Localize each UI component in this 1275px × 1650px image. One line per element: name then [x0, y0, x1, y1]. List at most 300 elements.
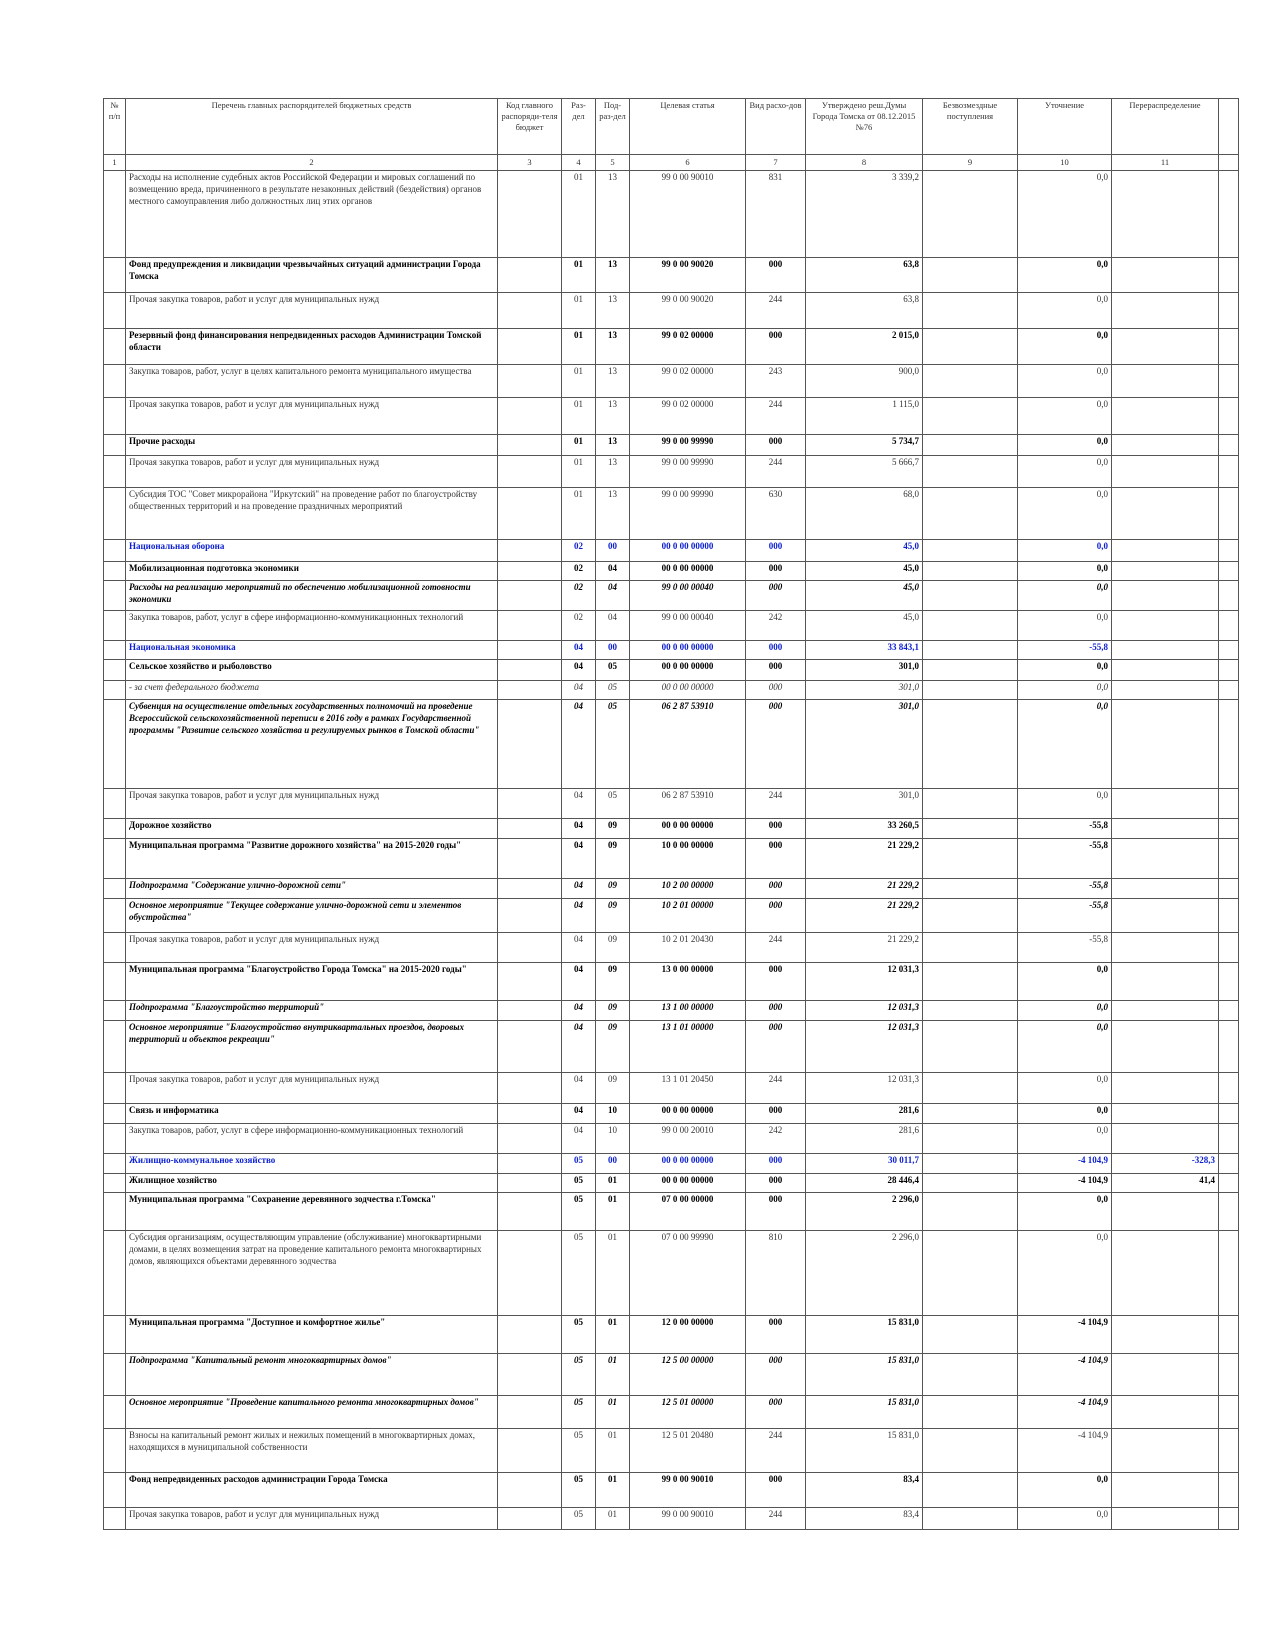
row-name: Подпрограмма "Капитальный ремонт многоквартирных домов": [126, 1354, 498, 1396]
row-target: 99 0 00 90010: [630, 1508, 746, 1530]
col-header-extra: [1219, 99, 1239, 155]
row-target: 99 0 00 99990: [630, 456, 746, 488]
row-extra: [1219, 1021, 1239, 1073]
row-number: [104, 1124, 126, 1154]
row-clarify: 0,0: [1018, 700, 1112, 789]
row-code: [498, 171, 562, 258]
row-clarify: 0,0: [1018, 258, 1112, 293]
row-extra: [1219, 435, 1239, 456]
row-free: [923, 1473, 1018, 1508]
row-approved: 28 446,4: [806, 1174, 923, 1193]
table-row: [104, 365, 1239, 398]
row-redistr: [1112, 1193, 1219, 1231]
row-approved: 15 831,0: [806, 1396, 923, 1429]
row-name: Расходы на исполнение судебных актов Российской Федерации и мировых соглашений по возмещению вреда, причиненного в результате незаконных действий (бездействия) органов местного самоуправления либо должностных лиц этих органов: [126, 171, 498, 258]
row-name: Прочая закупка товаров, работ и услуг для муниципальных нужд: [126, 398, 498, 435]
row-clarify: 0,0: [1018, 398, 1112, 435]
row-vid: 000: [746, 1396, 806, 1429]
row-clarify: 0,0: [1018, 660, 1112, 681]
col-header-razdel: Раз-дел: [562, 99, 596, 155]
row-vid: 244: [746, 1429, 806, 1473]
row-name: Подпрограмма "Содержание улично-дорожной сети": [126, 879, 498, 899]
row-razdel: 04: [562, 1104, 596, 1124]
table-row: [104, 488, 1239, 540]
row-podrazdel: 09: [596, 819, 630, 839]
row-target: 10 0 00 00000: [630, 839, 746, 879]
row-approved: 30 011,7: [806, 1154, 923, 1174]
row-target: 00 0 00 00000: [630, 562, 746, 581]
table-row: [104, 1396, 1239, 1429]
row-vid: 000: [746, 1193, 806, 1231]
row-extra: [1219, 1154, 1239, 1174]
row-extra: [1219, 1124, 1239, 1154]
row-free: [923, 839, 1018, 879]
row-number: [104, 488, 126, 540]
row-clarify: -4 104,9: [1018, 1154, 1112, 1174]
table-row: [104, 1473, 1239, 1508]
row-approved: 21 229,2: [806, 933, 923, 963]
col-number: 9: [923, 155, 1018, 171]
table-row: [104, 581, 1239, 611]
row-code: [498, 700, 562, 789]
row-approved: 281,6: [806, 1124, 923, 1154]
row-podrazdel: 01: [596, 1174, 630, 1193]
row-number: [104, 700, 126, 789]
row-free: [923, 1124, 1018, 1154]
table-row: [104, 899, 1239, 933]
row-approved: 15 831,0: [806, 1429, 923, 1473]
row-free: [923, 329, 1018, 365]
row-approved: 63,8: [806, 293, 923, 329]
row-extra: [1219, 329, 1239, 365]
row-razdel: 02: [562, 562, 596, 581]
row-razdel: 01: [562, 365, 596, 398]
row-clarify: 0,0: [1018, 365, 1112, 398]
row-name: Муниципальная программа "Развитие дорожного хозяйства" на 2015-2020 годы": [126, 839, 498, 879]
row-vid: 000: [746, 1021, 806, 1073]
row-redistr: [1112, 398, 1219, 435]
row-razdel: 04: [562, 660, 596, 681]
row-free: [923, 540, 1018, 562]
table-row: [104, 789, 1239, 819]
col-header-number: № п/п: [104, 99, 126, 155]
row-target: 12 5 01 00000: [630, 1396, 746, 1429]
row-redistr: [1112, 329, 1219, 365]
row-clarify: 0,0: [1018, 456, 1112, 488]
row-vid: 810: [746, 1231, 806, 1316]
table-row: [104, 819, 1239, 839]
row-approved: 301,0: [806, 660, 923, 681]
col-number: 10: [1018, 155, 1112, 171]
row-redistr: [1112, 581, 1219, 611]
row-clarify: -4 104,9: [1018, 1396, 1112, 1429]
row-free: [923, 1354, 1018, 1396]
row-extra: [1219, 365, 1239, 398]
row-extra: [1219, 1473, 1239, 1508]
table-row: [104, 1021, 1239, 1073]
row-clarify: 0,0: [1018, 963, 1112, 1001]
table-row: [104, 540, 1239, 562]
row-podrazdel: 04: [596, 611, 630, 641]
row-name: Дорожное хозяйство: [126, 819, 498, 839]
row-code: [498, 1429, 562, 1473]
row-free: [923, 681, 1018, 700]
row-redistr: [1112, 1001, 1219, 1021]
row-clarify: -55,8: [1018, 933, 1112, 963]
row-vid: 244: [746, 456, 806, 488]
row-extra: [1219, 562, 1239, 581]
row-extra: [1219, 1396, 1239, 1429]
row-redistr: [1112, 1231, 1219, 1316]
row-redistr: [1112, 1021, 1219, 1073]
table-row: [104, 293, 1239, 329]
row-name: Прочая закупка товаров, работ и услуг для муниципальных нужд: [126, 456, 498, 488]
row-clarify: -55,8: [1018, 641, 1112, 660]
row-number: [104, 329, 126, 365]
row-free: [923, 1073, 1018, 1104]
row-razdel: 05: [562, 1508, 596, 1530]
row-vid: 244: [746, 789, 806, 819]
row-vid: 000: [746, 435, 806, 456]
row-number: [104, 1154, 126, 1174]
row-redistr: [1112, 660, 1219, 681]
row-vid: 000: [746, 1104, 806, 1124]
row-approved: 2 296,0: [806, 1231, 923, 1316]
row-podrazdel: 09: [596, 1073, 630, 1104]
row-podrazdel: 01: [596, 1231, 630, 1316]
row-name: Взносы на капитальный ремонт жилых и нежилых помещений в многоквартирных домах, находящихся в муниципальной собственности: [126, 1429, 498, 1473]
row-redistr: [1112, 562, 1219, 581]
col-number: 5: [596, 155, 630, 171]
row-approved: 301,0: [806, 700, 923, 789]
row-target: 99 0 00 90010: [630, 1473, 746, 1508]
row-free: [923, 456, 1018, 488]
row-vid: 244: [746, 1508, 806, 1530]
row-vid: 000: [746, 562, 806, 581]
row-approved: 5 734,7: [806, 435, 923, 456]
row-vid: 243: [746, 365, 806, 398]
col-number: 1: [104, 155, 126, 171]
row-vid: 000: [746, 879, 806, 899]
col-number: 8: [806, 155, 923, 171]
row-target: 99 0 00 90020: [630, 293, 746, 329]
row-number: [104, 562, 126, 581]
table-row: [104, 1508, 1239, 1530]
row-name: Основное мероприятие "Текущее содержание улично-дорожной сети и элементов обустройства": [126, 899, 498, 933]
row-code: [498, 293, 562, 329]
row-free: [923, 789, 1018, 819]
table-body: [104, 171, 1239, 1530]
row-razdel: 01: [562, 435, 596, 456]
row-extra: [1219, 171, 1239, 258]
table-row: [104, 1001, 1239, 1021]
table-row: [104, 398, 1239, 435]
row-name: Основное мероприятие "Проведение капитального ремонта многоквартирных домов": [126, 1396, 498, 1429]
row-razdel: 02: [562, 611, 596, 641]
row-approved: 63,8: [806, 258, 923, 293]
row-podrazdel: 05: [596, 660, 630, 681]
row-target: 10 2 01 00000: [630, 899, 746, 933]
row-vid: 000: [746, 329, 806, 365]
row-number: [104, 540, 126, 562]
row-vid: 000: [746, 1154, 806, 1174]
row-razdel: 04: [562, 963, 596, 1001]
row-vid: 000: [746, 258, 806, 293]
row-number: [104, 839, 126, 879]
row-redistr: [1112, 1124, 1219, 1154]
row-redistr: [1112, 293, 1219, 329]
row-redistr: [1112, 879, 1219, 899]
row-target: 99 0 02 00000: [630, 365, 746, 398]
row-extra: [1219, 611, 1239, 641]
row-approved: 301,0: [806, 681, 923, 700]
row-extra: [1219, 1193, 1239, 1231]
row-podrazdel: 01: [596, 1473, 630, 1508]
row-number: [104, 1429, 126, 1473]
row-target: 99 0 00 90010: [630, 171, 746, 258]
row-code: [498, 540, 562, 562]
row-razdel: 05: [562, 1429, 596, 1473]
row-redistr: [1112, 933, 1219, 963]
row-name: Жилищное хозяйство: [126, 1174, 498, 1193]
row-name: Прочая закупка товаров, работ и услуг для муниципальных нужд: [126, 1073, 498, 1104]
row-name: Муниципальная программа "Сохранение деревянного зодчества г.Томска": [126, 1193, 498, 1231]
row-redistr: [1112, 1316, 1219, 1354]
row-podrazdel: 01: [596, 1193, 630, 1231]
row-number: [104, 899, 126, 933]
row-razdel: 04: [562, 879, 596, 899]
row-clarify: 0,0: [1018, 329, 1112, 365]
row-razdel: 01: [562, 171, 596, 258]
row-redistr: [1112, 1354, 1219, 1396]
row-free: [923, 1508, 1018, 1530]
row-approved: 3 339,2: [806, 171, 923, 258]
row-name: Расходы на реализацию мероприятий по обеспечению мобилизационной готовности экономики: [126, 581, 498, 611]
row-number: [104, 963, 126, 1001]
table-row: [104, 1193, 1239, 1231]
row-redistr: [1112, 456, 1219, 488]
row-approved: 83,4: [806, 1508, 923, 1530]
row-extra: [1219, 681, 1239, 700]
row-target: 06 2 87 53910: [630, 789, 746, 819]
row-vid: 000: [746, 581, 806, 611]
row-extra: [1219, 1231, 1239, 1316]
row-free: [923, 963, 1018, 1001]
row-code: [498, 258, 562, 293]
row-extra: [1219, 1174, 1239, 1193]
row-razdel: 01: [562, 293, 596, 329]
row-podrazdel: 13: [596, 398, 630, 435]
row-podrazdel: 09: [596, 1001, 630, 1021]
row-approved: 12 031,3: [806, 963, 923, 1001]
row-podrazdel: 13: [596, 258, 630, 293]
row-razdel: 04: [562, 899, 596, 933]
row-podrazdel: 09: [596, 963, 630, 1001]
row-redistr: [1112, 1396, 1219, 1429]
row-number: [104, 1104, 126, 1124]
row-extra: [1219, 1429, 1239, 1473]
row-number: [104, 365, 126, 398]
budget-table: [103, 98, 1239, 1530]
row-vid: 244: [746, 1073, 806, 1104]
row-razdel: 02: [562, 581, 596, 611]
row-free: [923, 819, 1018, 839]
row-approved: 12 031,3: [806, 1021, 923, 1073]
row-target: 07 0 00 99990: [630, 1231, 746, 1316]
table-row: [104, 258, 1239, 293]
row-free: [923, 1104, 1018, 1124]
row-code: [498, 899, 562, 933]
row-approved: 21 229,2: [806, 839, 923, 879]
row-podrazdel: 13: [596, 456, 630, 488]
row-free: [923, 1396, 1018, 1429]
row-approved: 21 229,2: [806, 899, 923, 933]
row-approved: 83,4: [806, 1473, 923, 1508]
row-target: 99 0 00 99990: [630, 435, 746, 456]
row-code: [498, 819, 562, 839]
row-code: [498, 789, 562, 819]
row-vid: 000: [746, 1354, 806, 1396]
row-free: [923, 1193, 1018, 1231]
row-number: [104, 1001, 126, 1021]
row-razdel: 05: [562, 1396, 596, 1429]
row-redistr: [1112, 258, 1219, 293]
col-header-free: Безвозмездные поступления: [923, 99, 1018, 155]
row-code: [498, 1104, 562, 1124]
row-name: Основное мероприятие "Благоустройство внутриквартальных проездов, дворовых территорий и объектов рекреации": [126, 1021, 498, 1073]
row-razdel: 02: [562, 540, 596, 562]
row-number: [104, 1193, 126, 1231]
row-free: [923, 933, 1018, 963]
row-number: [104, 789, 126, 819]
row-target: 99 0 00 00040: [630, 611, 746, 641]
row-target: 12 5 00 00000: [630, 1354, 746, 1396]
row-podrazdel: 10: [596, 1124, 630, 1154]
row-clarify: 0,0: [1018, 1104, 1112, 1124]
row-approved: 5 666,7: [806, 456, 923, 488]
table-row: [104, 879, 1239, 899]
col-header-clarify: Уточнение: [1018, 99, 1112, 155]
row-extra: [1219, 258, 1239, 293]
table-row: [104, 435, 1239, 456]
row-clarify: 0,0: [1018, 562, 1112, 581]
row-code: [498, 1396, 562, 1429]
row-number: [104, 456, 126, 488]
row-approved: 2 015,0: [806, 329, 923, 365]
row-extra: [1219, 1001, 1239, 1021]
row-target: 00 0 00 00000: [630, 1154, 746, 1174]
row-target: 13 1 01 20450: [630, 1073, 746, 1104]
row-clarify: -55,8: [1018, 879, 1112, 899]
row-name: Прочая закупка товаров, работ и услуг для муниципальных нужд: [126, 293, 498, 329]
row-redistr: -328,3: [1112, 1154, 1219, 1174]
row-razdel: 04: [562, 1124, 596, 1154]
row-podrazdel: 01: [596, 1508, 630, 1530]
row-target: 00 0 00 00000: [630, 1174, 746, 1193]
row-extra: [1219, 789, 1239, 819]
row-redistr: [1112, 1508, 1219, 1530]
table-row: [104, 329, 1239, 365]
row-podrazdel: 00: [596, 540, 630, 562]
row-number: [104, 1396, 126, 1429]
row-approved: 45,0: [806, 611, 923, 641]
row-extra: [1219, 899, 1239, 933]
row-extra: [1219, 456, 1239, 488]
row-extra: [1219, 660, 1239, 681]
row-clarify: -55,8: [1018, 899, 1112, 933]
row-target: 07 0 00 00000: [630, 1193, 746, 1231]
row-redistr: [1112, 435, 1219, 456]
row-free: [923, 581, 1018, 611]
row-clarify: 0,0: [1018, 435, 1112, 456]
row-name: Прочие расходы: [126, 435, 498, 456]
row-target: 10 2 01 20430: [630, 933, 746, 963]
row-target: 99 0 00 20010: [630, 1124, 746, 1154]
row-free: [923, 562, 1018, 581]
col-header-redistr: Перераспределение: [1112, 99, 1219, 155]
row-name: Закупка товаров, работ, услуг в сфере информационно-коммуникационных технологий: [126, 611, 498, 641]
row-free: [923, 899, 1018, 933]
row-redistr: [1112, 1473, 1219, 1508]
row-number: [104, 1316, 126, 1354]
row-podrazdel: 09: [596, 1021, 630, 1073]
table-row: [104, 660, 1239, 681]
row-vid: 831: [746, 171, 806, 258]
row-podrazdel: 01: [596, 1316, 630, 1354]
row-code: [498, 562, 562, 581]
row-redistr: [1112, 1429, 1219, 1473]
row-podrazdel: 09: [596, 879, 630, 899]
row-podrazdel: 10: [596, 1104, 630, 1124]
row-free: [923, 1021, 1018, 1073]
row-code: [498, 963, 562, 1001]
row-clarify: -4 104,9: [1018, 1429, 1112, 1473]
row-vid: 000: [746, 963, 806, 1001]
row-name: Жилищно-коммунальное хозяйство: [126, 1154, 498, 1174]
row-code: [498, 879, 562, 899]
row-name: Подпрограмма "Благоустройство территорий": [126, 1001, 498, 1021]
col-header-target: Целевая статья: [630, 99, 746, 155]
column-number-row: [104, 155, 1239, 171]
row-razdel: 01: [562, 456, 596, 488]
row-podrazdel: 05: [596, 681, 630, 700]
row-name: Субвенция на осуществление отдельных государственных полномочий на проведение Всероссийской сельскохозяйственной переписи в 2016 году в рамках Государственной программы "Развитие сельского хозяйства и регулируемых рынков в Томской области": [126, 700, 498, 789]
col-header-podrazdel: Под-раз-дел: [596, 99, 630, 155]
row-podrazdel: 09: [596, 839, 630, 879]
row-free: [923, 1154, 1018, 1174]
row-free: [923, 611, 1018, 641]
row-clarify: 0,0: [1018, 488, 1112, 540]
row-approved: 900,0: [806, 365, 923, 398]
col-number: 3: [498, 155, 562, 171]
row-vid: 000: [746, 700, 806, 789]
row-clarify: 0,0: [1018, 1001, 1112, 1021]
row-approved: 33 843,1: [806, 641, 923, 660]
row-name: Мобилизационная подготовка экономики: [126, 562, 498, 581]
row-target: 00 0 00 00000: [630, 681, 746, 700]
row-code: [498, 660, 562, 681]
row-razdel: 01: [562, 258, 596, 293]
row-free: [923, 258, 1018, 293]
table-row: [104, 611, 1239, 641]
row-code: [498, 933, 562, 963]
row-vid: 244: [746, 293, 806, 329]
row-code: [498, 1021, 562, 1073]
row-code: [498, 1316, 562, 1354]
row-clarify: 0,0: [1018, 1073, 1112, 1104]
row-vid: 000: [746, 660, 806, 681]
row-approved: 12 031,3: [806, 1001, 923, 1021]
